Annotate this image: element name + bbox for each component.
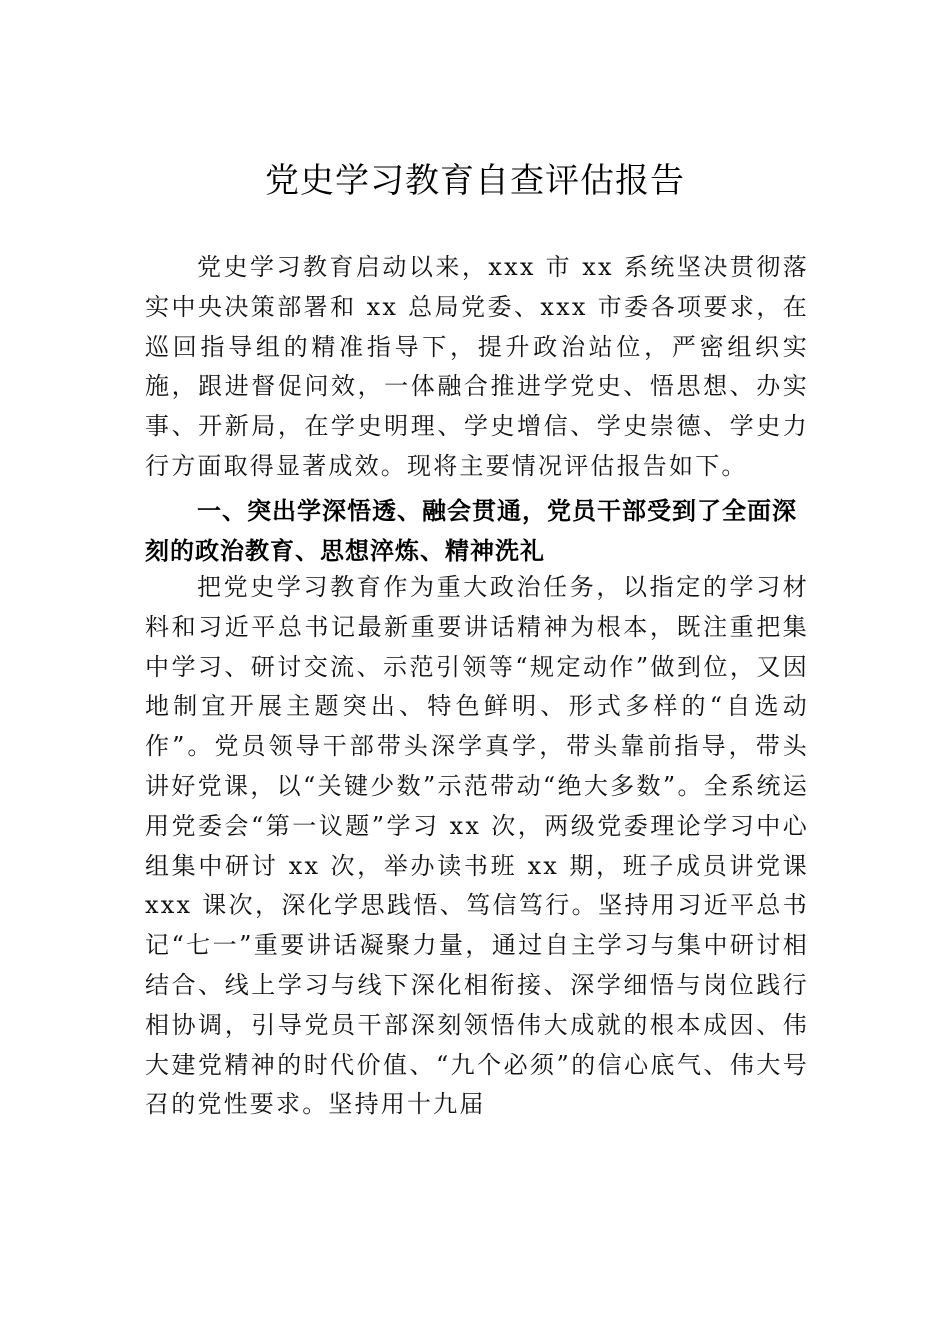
intro-paragraph: 党史学习教育启动以来，xxx 市 xx 系统坚决贯彻落实中央决策部署和 xx 总局党委、xxx 市委各项要求，在巡回指导组的精准指导下，提升政治站位，严密组织实施，跟进督促问效，一体融合推进学党史、悟思想、办实事、开新局，在学史明理、学史增信、学史崇德、学史力行方面取得显著成效。现将主要情况评估报告如下。 — [145, 253, 809, 480]
section-heading-1: 一、突出学深悟透、融会贯通，党员干部受到了全面深刻的政治教育、思想淬炼、精神洗礼 — [145, 497, 797, 565]
document-title: 党史学习教育自查评估报告 — [265, 161, 685, 201]
section-1-paragraph: 把党史学习教育作为重大政治任务，以指定的学习材料和习近平总书记最新重要讲话精神为根本，既注重把集中学习、研讨交流、示范引领等“规定动作”做到位，又因地制宜开展主题突出、特色鲜明、形式多样的“自选动作”。党员领导干部带头深学真学，带头靠前指导，带头讲好党课，以“关键少数”示范带动“绝大多数”。全系统运用党委会“第一议题”学习 xx 次，两级党委理论学习中心组集中研讨 xx 次，举办读书班 xx 期，班子成员讲党课 xxx 课次，深化学思践悟、笃信笃行。坚持用习近平总书记“七一”重要讲话凝聚力量，通过自主学习与集中研讨相结合、线上学习与线下深化相衔接、深学细悟与岗位践行相协调，引导党员干部深刻领悟伟大成就的根本成因、伟大建党精神的时代价值、“九个必须”的信心底气、伟大号召的党性要求。坚持用十九届 — [145, 573, 809, 1119]
